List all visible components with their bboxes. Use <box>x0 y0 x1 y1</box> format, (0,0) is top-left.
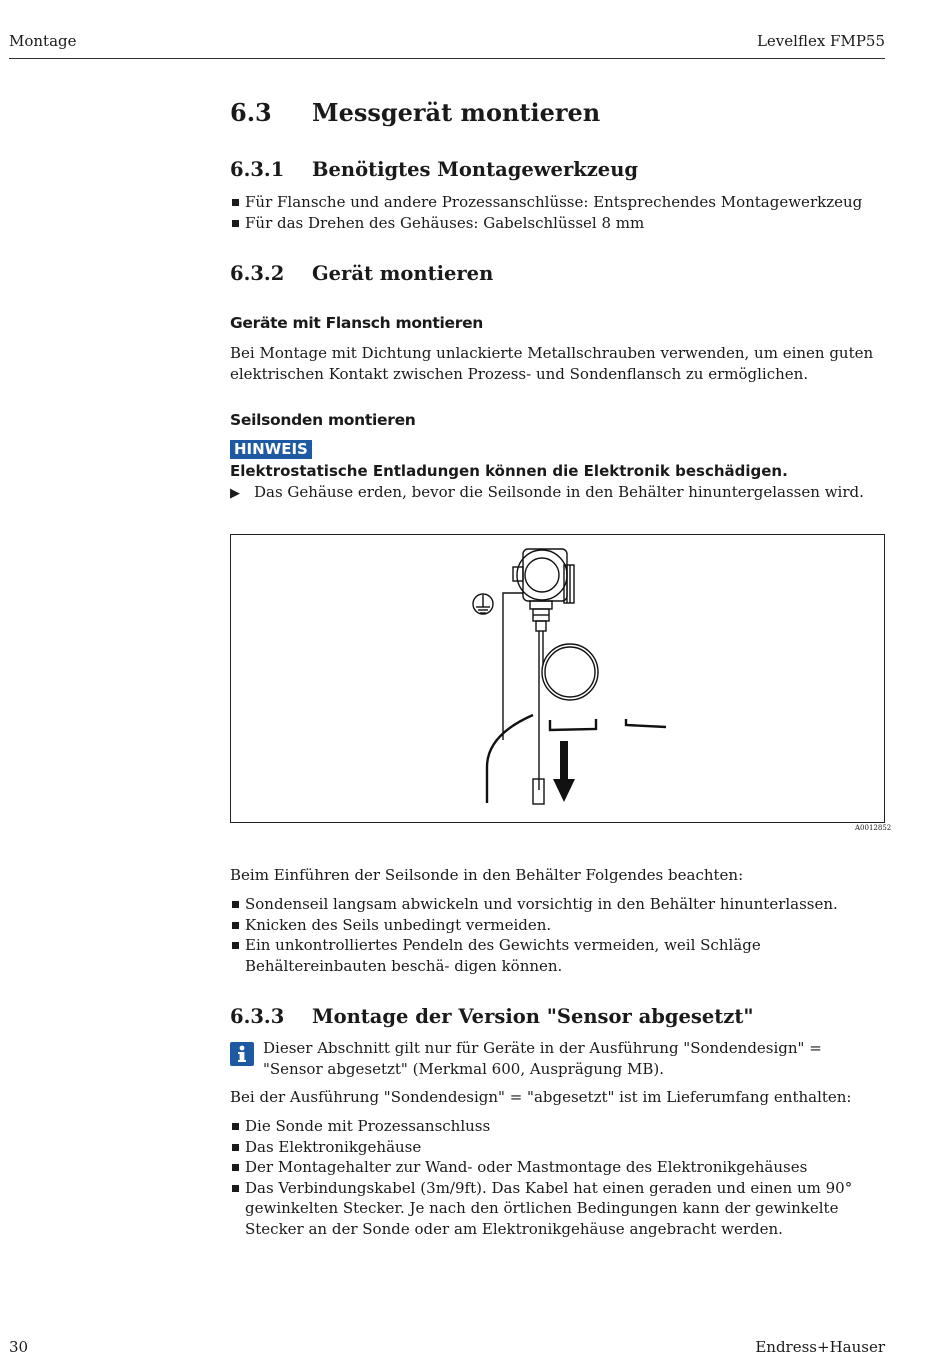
header-rule <box>9 58 885 59</box>
vessel-wall <box>487 715 533 803</box>
rope-intro: Beim Einführen der Seilsonde in den Behälter Folgendes beachten: <box>230 866 744 884</box>
delivery-list <box>230 1116 890 1239</box>
list-item: Für Flansche und andere Prozessanschlüsse: Entsprechendes Montagewerkzeug <box>230 192 890 213</box>
list-item: Der Montagehalter zur Wand- oder Mastmontage des Elektronikgehäuses <box>230 1157 890 1178</box>
subsection-title: Benötigtes Montagewerkzeug <box>312 158 639 181</box>
subsection-title: Montage der Version "Sensor abgesetzt" <box>312 1005 754 1028</box>
subsection-heading-mount <box>230 262 493 285</box>
list-item: Ein unkontrolliertes Pendeln des Gewichts vermeiden, weil Schläge Behältereinbauten beschä- digen können. <box>230 935 882 976</box>
housing-cover-inner <box>525 558 559 592</box>
list-item: Das Elektronikgehäuse <box>230 1137 890 1158</box>
running-header-section: Montage <box>9 32 77 50</box>
list-item: Für das Drehen des Gehäuses: Gabelschlüssel 8 mm <box>230 213 890 234</box>
list-item: Knicken des Seils unbedingt vermeiden. <box>230 915 882 936</box>
notice-step-text: Das Gehäuse erden, bevor die Seilsonde in den Behälter hinuntergelassen wird. <box>254 483 864 501</box>
rope-heading: Seilsonden montieren <box>230 411 416 429</box>
housing-neck <box>530 601 552 609</box>
vessel-roof <box>626 719 666 727</box>
subsection-heading-tools <box>230 158 638 181</box>
rope-points-list <box>230 894 882 976</box>
vessel-nozzle <box>550 719 596 730</box>
notice-title: Elektrostatische Entladungen können die Elektronik beschädigen. <box>230 462 788 480</box>
flange-paragraph: Bei Montage mit Dichtung unlackierte Metallschrauben verwenden, um einen guten elektrischen Kontakt zwischen Prozess- und Sondenflansch zu ermöglichen. <box>230 344 874 383</box>
housing-body <box>523 549 567 601</box>
list-item: Sondenseil langsam abwickeln und vorsichtig in den Behälter hinunterlassen. <box>230 894 882 915</box>
footer-brand: Endress+Hauser <box>755 1338 885 1356</box>
subsection-heading-remote <box>230 1005 754 1028</box>
rope-probe-figure <box>230 534 885 823</box>
rope-clamp <box>536 621 546 631</box>
info-icon <box>230 1042 254 1066</box>
subsection-number: 6.3.1 <box>230 158 285 181</box>
list-item: Das Verbindungskabel (3m/9ft). Das Kabel hat einen geraden und einen um 90° gewinkelten Stecker. Je nach den örtlichen Bedingungen kann der gewinkelte Stecker an der Sonde oder am Elektronikgehäuse angebracht werden. <box>230 1178 890 1240</box>
info-note: Dieser Abschnitt gilt nur für Geräte in der Ausführung "Sondendesign" = "Sensor abgesetzt" (Merkmal 600, Ausprägung MB). <box>263 1039 822 1078</box>
notice-step <box>230 483 864 501</box>
flange-heading: Geräte mit Flansch montieren <box>230 314 484 332</box>
subsection-title: Gerät montieren <box>312 262 494 285</box>
section-heading <box>230 98 600 127</box>
running-header-product: Levelflex FMP55 <box>756 32 885 50</box>
figure-id: A0012852 <box>855 824 892 832</box>
rope-coil <box>542 644 598 700</box>
step-arrow-icon: ▶ <box>230 486 240 501</box>
rope-probe-illustration <box>231 535 884 822</box>
page-number: 30 <box>9 1338 29 1356</box>
ground-wire <box>503 593 523 740</box>
section-number: 6.3 <box>230 98 272 127</box>
subsection-number: 6.3.3 <box>230 1005 285 1028</box>
section-title: Messgerät montieren <box>312 98 601 127</box>
notice-badge: HINWEIS <box>230 440 312 459</box>
remote-intro: Bei der Ausführung "Sondendesign" = "abgesetzt" ist im Lieferumfang enthalten: <box>230 1088 852 1106</box>
subsection-number: 6.3.2 <box>230 262 285 285</box>
lowering-arrow-icon <box>553 741 575 802</box>
list-item: Die Sonde mit Prozessanschluss <box>230 1116 890 1137</box>
tools-list <box>230 192 890 233</box>
